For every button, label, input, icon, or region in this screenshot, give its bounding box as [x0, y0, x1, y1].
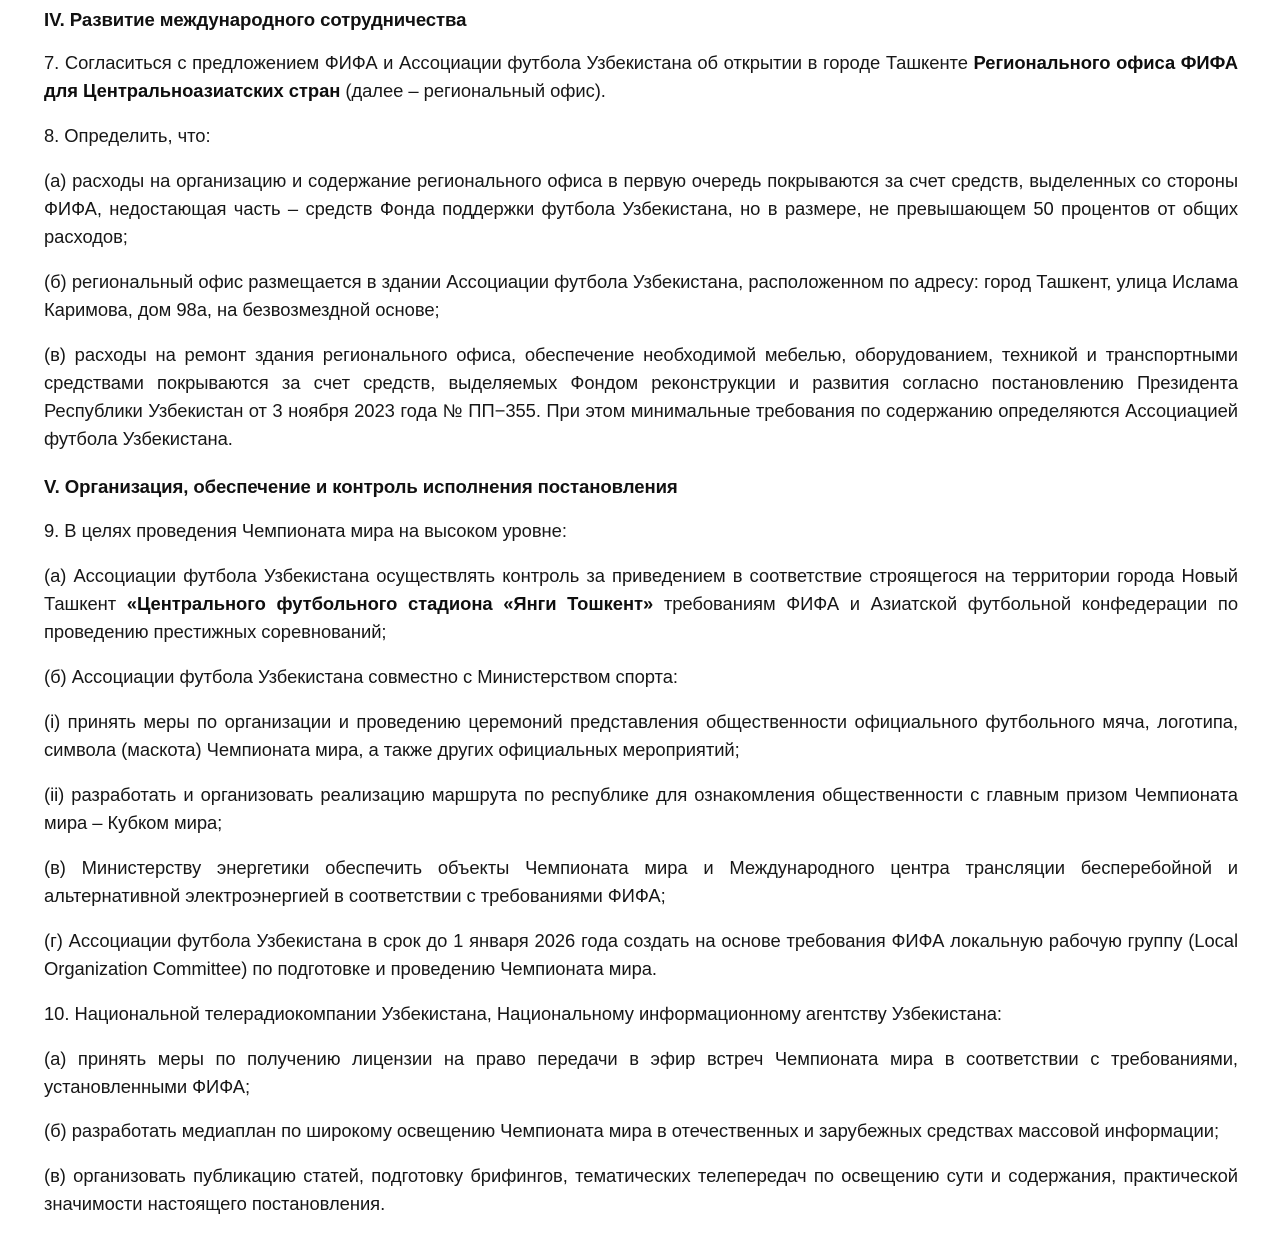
text-run: (в) организовать публикацию статей, подготовку брифингов, тематических телепередач по освещению сути и содержания, практической значимости настоящего постановления. [44, 1165, 1238, 1215]
paragraph-10v [44, 1162, 1238, 1218]
paragraph-8 [44, 122, 1238, 150]
text-run: 7. Согласиться с предложением ФИФА и Ассоциации футбола Узбекистана об открытии в городе Ташкенте [44, 52, 974, 74]
section-heading-iv: IV. Развитие международного сотрудничества [44, 9, 467, 30]
paragraph-10b [44, 1117, 1238, 1145]
paragraph-10 [44, 1000, 1238, 1028]
paragraph-9b-i [44, 708, 1238, 764]
text-run: 10. Национальной телерадиокомпании Узбекистана, Национальному информационному агентству Узбекистана: [44, 1002, 1002, 1024]
paragraph-9 [44, 517, 1238, 545]
text-run-bold: «Центрального футбольного стадиона «Янги Тошкент» [126, 592, 654, 614]
text-run: (б) региональный офис размещается в здании Ассоциации футбола Узбекистана, расположенном по адресу: город Ташкент, улица Ислама Каримова, дом 98а, на безвозмездной основе; [44, 270, 1238, 320]
text-run: (б) Ассоциации футбола Узбекистана совместно с Министерством спорта: [44, 665, 678, 687]
text-run: (ii) разработать и организовать реализацию маршрута по республике для ознакомления общественности с главным призом Чемпионата мира – Кубком мира; [44, 783, 1238, 833]
text-run: 8. Определить, что: [44, 125, 211, 147]
text-run: 9. В целях проведения Чемпионата мира на высоком уровне: [44, 519, 567, 541]
section-heading-v: V. Организация, обеспечение и контроль исполнения постановления [44, 475, 678, 497]
text-run: (в) Министерству энергетики обеспечить объекты Чемпионата мира и Международного центра трансляции бесперебойной и альтернативной электроэнергией в соответствии с требованиями ФИФА; [44, 856, 1238, 906]
paragraph-9g [44, 927, 1238, 983]
paragraph-8a [44, 167, 1238, 251]
text-run: (в) расходы на ремонт здания регионального офиса, обеспечение необходимой мебелью, оборудованием, техникой и транспортными средствами покрываются за счет средств, выделяемых Фондом реконструкции и развития согласно постановлению Президента Республики Узбекистан от 3 ноября 2023 года № ПП−355. При этом минимальные требования по содержанию определяются Ассоциацией футбола Узбекистана. [44, 343, 1238, 449]
text-run: (i) принять меры по организации и проведению церемоний представления общественности официального футбольного мяча, логотипа, символа (маскота) Чемпионата мира, а также других официальных мероприятий; [44, 710, 1238, 760]
paragraph-9b [44, 663, 1238, 691]
paragraph-8b [44, 268, 1238, 324]
paragraph-10a [44, 1045, 1238, 1101]
paragraph-9v [44, 854, 1238, 910]
text-run: (б) разработать медиаплан по широкому освещению Чемпионата мира в отечественных и зарубежных средствах массовой информации; [44, 1120, 1220, 1142]
text-run: (а) Ассоциации футбола Узбекистана осуществлять контроль за приведением в соответствие строящегося на территории города Новый Ташкент [44, 564, 1238, 614]
text-run: требованиям ФИФА и Азиатской футбольной конфедерации по проведению престижных соревнований; [44, 592, 1238, 642]
text-run: (а) принять меры по получению лицензии на право передачи в эфир встреч Чемпионата мира в соответствии с требованиями, установленными ФИФА; [44, 1047, 1238, 1097]
text-run-bold: Регионального офиса ФИФА для Центральноазиатских стран [44, 52, 1238, 102]
paragraph-8v [44, 341, 1238, 453]
text-run: (а) расходы на организацию и содержание регионального офиса в первую очередь покрываются за счет средств, выделенных со стороны ФИФА, недостающая часть – средств Фонда поддержки футбола Узбекистана, но в размере, не превышающем 50 процентов от общих расходов; [44, 170, 1238, 248]
paragraph-9b-ii [44, 781, 1238, 837]
text-run: (г) Ассоциации футбола Узбекистана в срок до 1 января 2026 года создать на основе требования ФИФА локальную рабочую группу (Local Organization Committee) по подготовке и проведению Чемпионата мира. [44, 929, 1238, 979]
text-run: (далее – региональный офис). [340, 80, 606, 102]
paragraph-7 [44, 49, 1238, 105]
paragraph-9a [44, 562, 1238, 646]
